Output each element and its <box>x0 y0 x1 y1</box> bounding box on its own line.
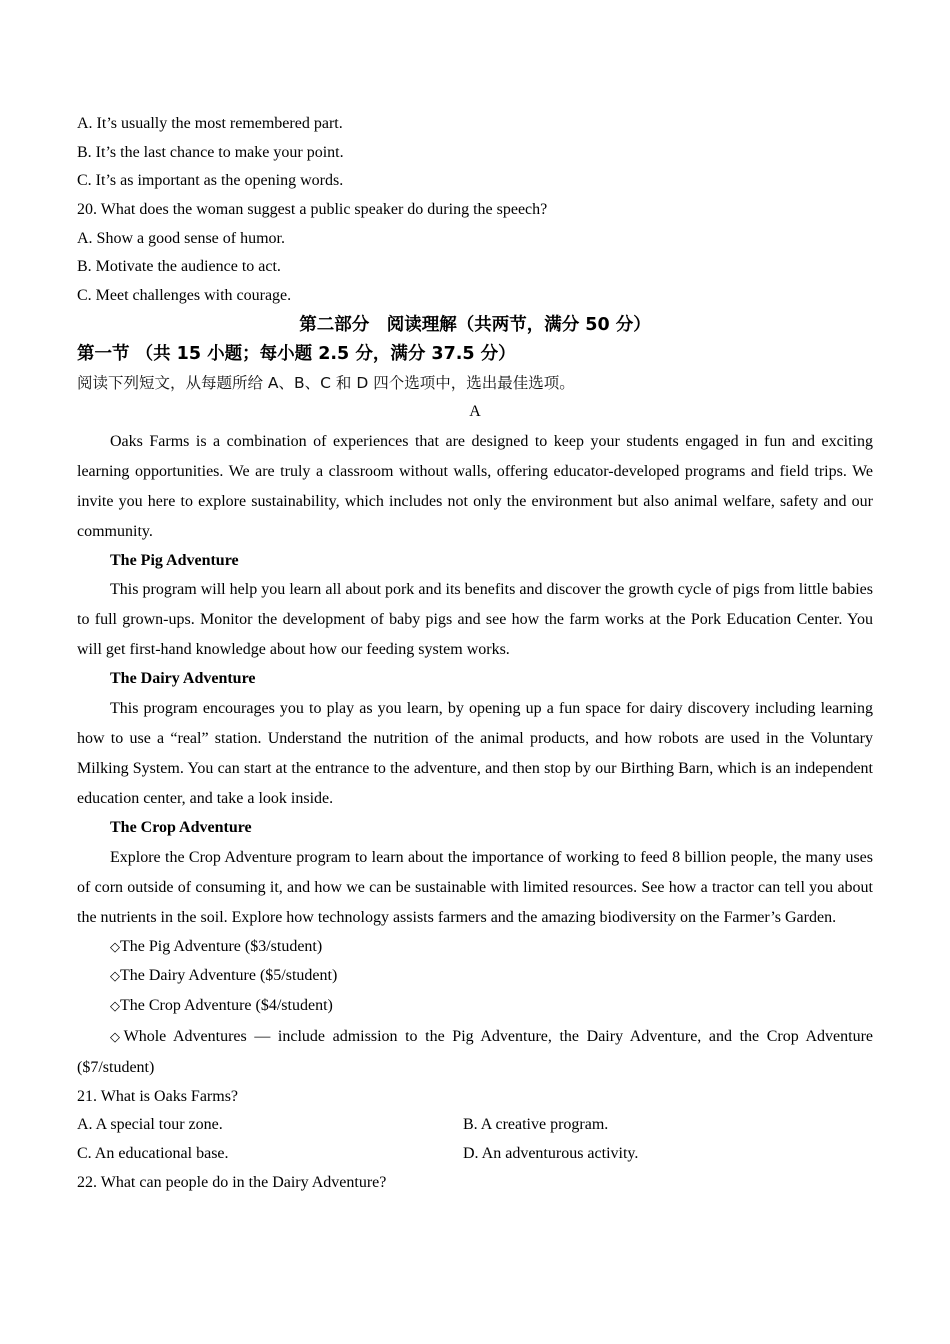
q21-option-d: D. An adventurous activity. <box>463 1145 639 1163</box>
price-item <box>77 962 873 992</box>
price-text: The Dairy Adventure ($5/student) <box>120 967 338 985</box>
dairy-adventure-title: The Dairy Adventure <box>110 670 256 688</box>
q21-option-a: A. A special tour zone. <box>77 1116 223 1134</box>
diamond-icon: ◇ <box>110 969 120 985</box>
passage-intro: Oaks Farms is a combination of experiences that are designed to keep your students engaged in fun and exciting learning opportunities. We are truly a classroom without walls, offering educator-developed programs and field trips. We invite you here to explore sustainability, which includes not only the environment but also animal welfare, safety and our community. <box>77 432 873 540</box>
exam-page <box>77 110 873 1198</box>
q19-option-b: B. It’s the last chance to make your point. <box>77 143 344 161</box>
part-title: 第一节 （共 15 小题；每小题 2.5 分，满分 37.5 分） <box>77 343 516 364</box>
diamond-icon: ◇ <box>110 999 120 1015</box>
q21-question: 21. What is Oaks Farms? <box>77 1087 239 1105</box>
price-item <box>77 1022 873 1083</box>
pig-adventure-title: The Pig Adventure <box>110 551 239 569</box>
q21-options-row-1 <box>77 1111 873 1140</box>
diamond-icon: ◇ <box>110 939 120 955</box>
q20-question: 20. What does the woman suggest a public speaker do during the speech? <box>77 201 548 219</box>
instruction: 阅读下列短文，从每题所给 A、B、C 和 D 四个选项中，选出最佳选项。 <box>77 373 575 392</box>
passage-label: A <box>469 402 481 420</box>
q21-option-b: B. A creative program. <box>463 1116 609 1134</box>
price-text: The Pig Adventure ($3/student) <box>120 937 323 955</box>
crop-adventure-text: Explore the Crop Adventure program to learn about the importance of working to feed 8 billion people, the many uses of corn outside of consuming it, and how we can be sustainable with limited resources. See how a tractor can tell you about the nutrients in the soil. Explore how technology assists farmers and the amazing biodiversity on the Farmer’s Garden. <box>77 848 873 926</box>
q22-question: 22. What can people do in the Dairy Adventure? <box>77 1173 387 1191</box>
q21-options-row-2 <box>77 1140 873 1169</box>
q20-option-c: C. Meet challenges with courage. <box>77 287 292 305</box>
diamond-icon: ◇ <box>110 1029 124 1045</box>
q20-option-a: A. Show a good sense of humor. <box>77 229 285 247</box>
crop-adventure-title: The Crop Adventure <box>110 818 252 836</box>
pig-adventure-text: This program will help you learn all about pork and its benefits and discover the growth cycle of pigs from little babies to full grown-ups. Monitor the development of baby pigs and see how the farm works at the Pork Education Center. You will get first-hand knowledge about how our feeding system works. <box>77 581 873 659</box>
q20-option-b: B. Motivate the audience to act. <box>77 258 281 276</box>
price-text: The Crop Adventure ($4/student) <box>120 997 333 1015</box>
q19-option-a: A. It’s usually the most remembered part. <box>77 115 343 132</box>
price-item <box>77 933 873 963</box>
price-item <box>77 992 873 1022</box>
q21-option-c: C. An educational base. <box>77 1145 229 1163</box>
price-text: Whole Adventures — include admission to the Pig Adventure, the Dairy Adventure, and the Crop Adventure ($7/student) <box>77 1027 874 1076</box>
section-title: 第二部分 阅读理解（共两节，满分 50 分） <box>299 314 651 335</box>
dairy-adventure-text: This program encourages you to play as you learn, by opening up a fun space for dairy discovery including learning how to use a “real” station. Understand the nutrition of the animal products, and how robots are used in the Voluntary Milking System. You can start at the entrance to the adventure, and then stop by our Birthing Barn, which is an independent education center, and take a look inside. <box>77 699 873 807</box>
q19-option-c: C. It’s as important as the opening words. <box>77 172 344 190</box>
